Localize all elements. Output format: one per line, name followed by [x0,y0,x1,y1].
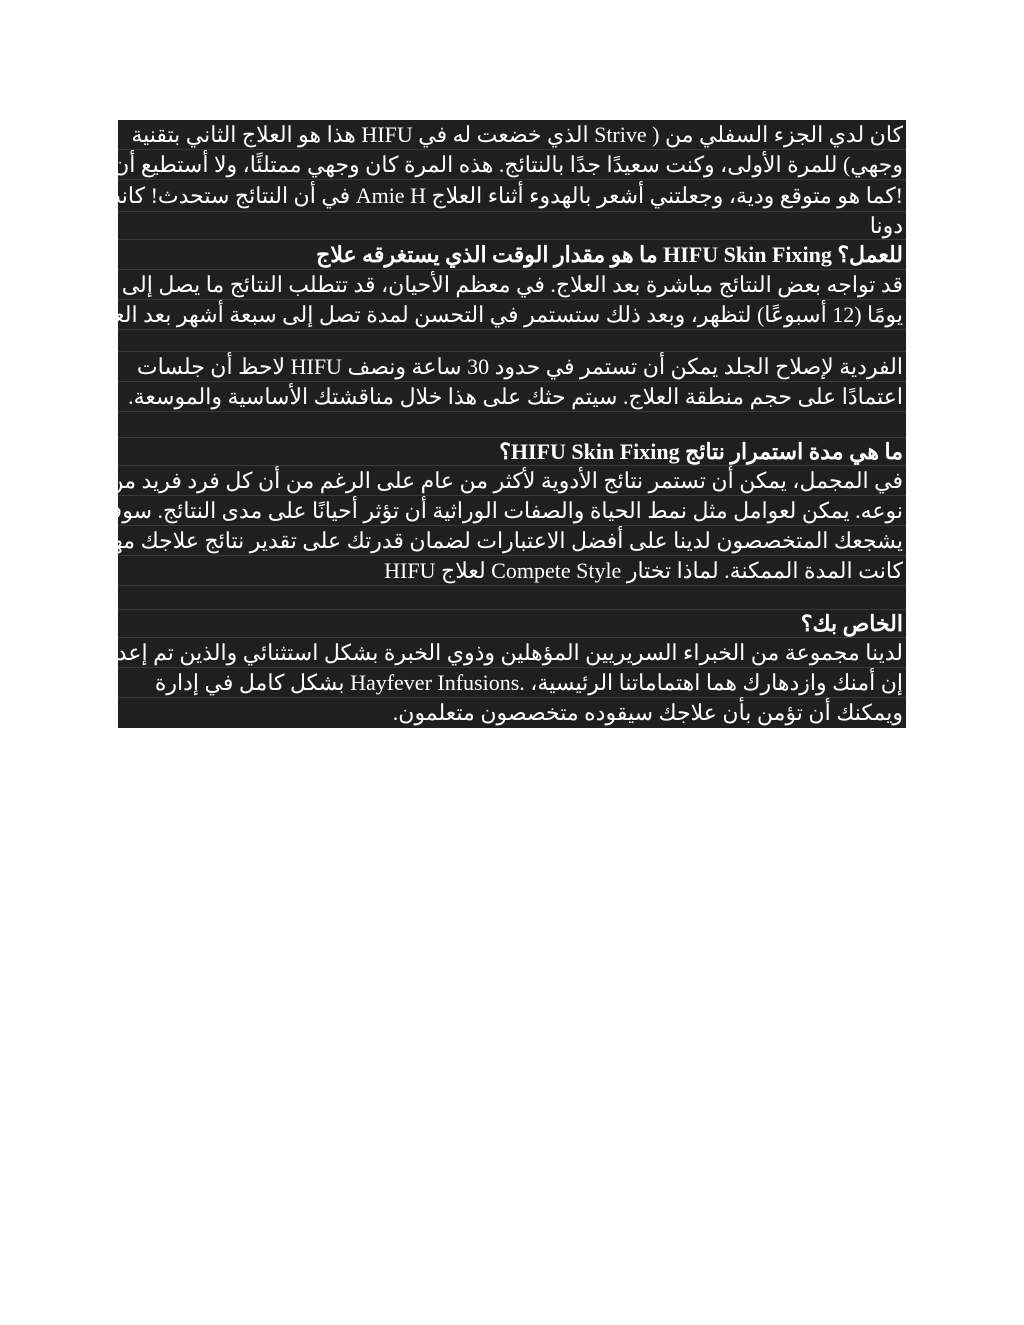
text-line: إن أمنك وازدهارك هما اهتماماتنا الرئيسية، .Hayfever Infusions بشكل كامل في إدارة [118,668,906,698]
blank-line [118,412,906,438]
text-block [74,120,906,728]
text-line: قد تواجه بعض النتائج مباشرة بعد العلاج. في معظم الأحيان، قد تتطلب النتائج ما يصل إلى 90 [118,270,906,300]
blank-line [118,330,906,352]
text-line: كان لدي الجزء السفلي من ( Strive الذي خضعت له في HIFU هذا هو العلاج الثاني بتقنية [118,120,906,150]
text-line: نوعه. يمكن لعوامل مثل نمط الحياة والصفات الوراثية أن تؤثر أحيانًا على مدى النتائج. سوف [118,496,906,526]
text-line: لدينا مجموعة من الخبراء السريريين المؤهلين وذوي الخبرة بشكل استثنائي والذين تم إعدادهم [118,638,906,668]
text-line: في المجمل، يمكن أن تستمر نتائج الأدوية لأكثر من عام على الرغم من أن كل فرد فريد من [118,466,906,496]
section-heading: الخاص بك؟ [118,610,906,638]
text-line: !كما هو متوقع ودية، وجعلتني أشعر بالهدوء أثناء العلاج Amie H في أن النتائج ستحدث! كانت [118,180,906,212]
text-line: دونا [118,212,906,240]
section-heading: للعمل؟ HIFU Skin Fixing ما هو مقدار الوقت الذي يستغرقه علاج [118,240,906,270]
blank-line [118,586,906,610]
text-line: اعتمادًا على حجم منطقة العلاج. سيتم حثك على هذا خلال مناقشتك الأساسية والموسعة. [118,382,906,412]
text-line: HIFU لعلاج Compete Style كانت المدة الممكنة. لماذا تختار [118,556,906,586]
section-heading: ما هي مدة استمرار نتائج HIFU Skin Fixing؟ [118,438,906,466]
text-line: يشجعك المتخصصون لدينا على أفضل الاعتبارات لضمان قدرتك على تقدير نتائج علاجك مهما [118,526,906,556]
text-line: ويمكنك أن تؤمن بأن علاجك سيقوده متخصصون متعلمون. [392,700,903,725]
text-line: يومًا (12 أسبوعًا) لتظهر، وبعد ذلك ستستمر في التحسن لمدة تصل إلى سبعة أشهر بعد العلاج. [118,300,906,330]
text-line: الفردية لإصلاح الجلد يمكن أن تستمر في حدود 30 ساعة ونصف HIFU لاحظ أن جلسات [118,352,906,382]
text-line: وجهي) للمرة الأولى، وكنت سعيدًا جدًا بالنتائج. هذه المرة كان وجهي ممتلئًا، ولا أستطيع أن أثق [118,150,906,180]
